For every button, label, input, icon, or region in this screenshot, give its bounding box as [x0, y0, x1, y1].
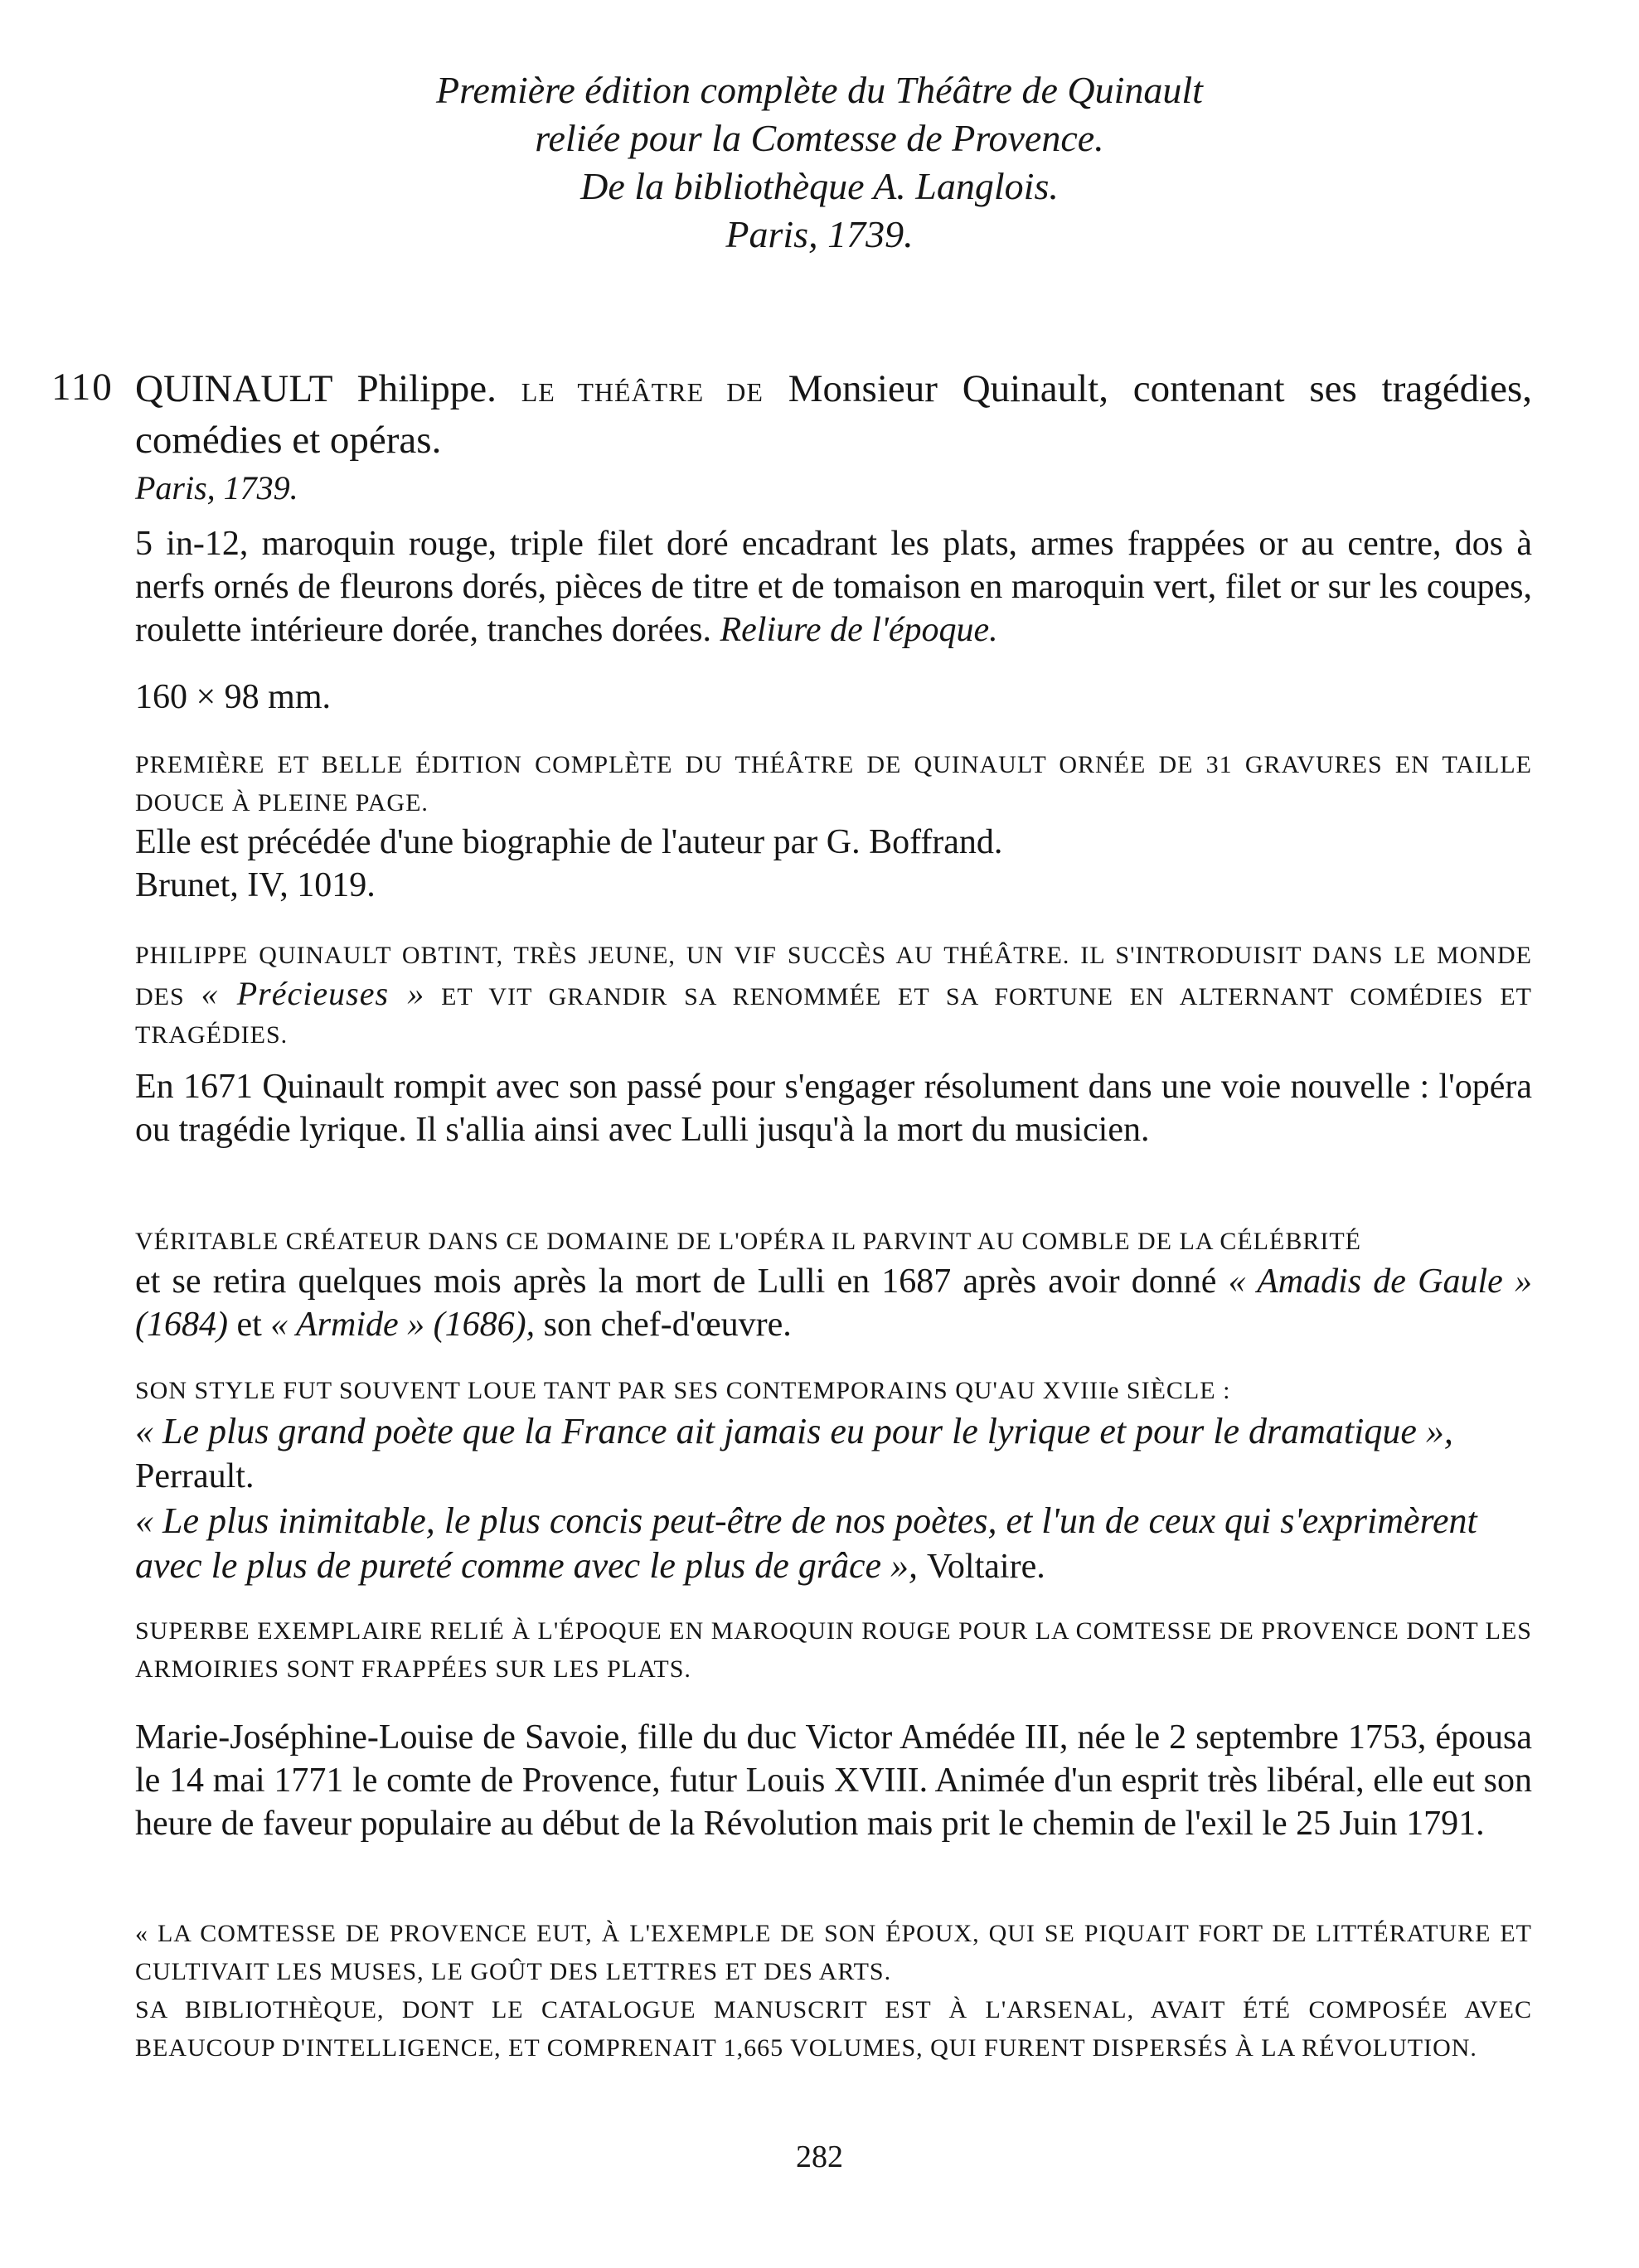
bibliotheque-text: SA BIBLIOTHÈQUE, DONT LE CATALOGUE MANUSCRIT EST À L'ARSENAL, AVAIT ÉTÉ COMPOSÉE AVEC BEAUCOUP D'INTELLIGENCE, ET COMPRENAIT 1,665 VOLUMES, QUI FURENT DISPERSÉS À LA RÉVOLUTION.	[135, 1996, 1532, 2062]
armide-title: « Armide » (1686),	[270, 1306, 536, 1344]
voltaire-attribution: Voltaire.	[927, 1548, 1045, 1586]
note-exemplaire: SUPERBE EXEMPLAIRE RELIÉ À L'ÉPOQUE EN MAROQUIN ROUGE POUR LA COMTESSE DE PROVENCE DONT LES ARMOIRIES SONT FRAPPÉES SUR LES PLATS.	[135, 1617, 1532, 1683]
biography-line: Elle est précédée d'une biographie de l'auteur par G. Boffrand.	[135, 823, 1003, 861]
lot-imprint: Paris, 1739.	[135, 469, 298, 506]
binding-italic: Reliure de l'époque.	[720, 611, 998, 649]
perrault-quote: « Le plus grand poète que la France ait jamais eu pour le lyrique et pour le dramatique »,	[135, 1411, 1453, 1451]
note-quinault	[135, 937, 1532, 1054]
heading-line: Première édition complète du Théâtre de Quinault	[436, 69, 1203, 111]
celebrity-text-c: son chef-d'œuvre.	[543, 1306, 792, 1344]
note-marie-josephine: Marie-Joséphine-Louise de Savoie, fille du duc Victor Amédée III, née le 2 septembre 1753, épousa le 14 mai 1771 le comte de Provence, futur Louis XVIII. Animée d'un esprit très libéral, elle eut son heure de faveur populaire au début de la Révolution mais prit le chemin de l'exil le 25 Juin 1791.	[135, 1718, 1532, 1843]
heading-line: reliée pour la Comtesse de Provence.	[535, 117, 1104, 159]
dimensions: 160 × 98 mm.	[135, 678, 332, 716]
note-biography	[135, 821, 1532, 907]
note-edition: PREMIÈRE ET BELLE ÉDITION COMPLÈTE DU THÉÂTRE DE QUINAULT ORNÉE DE 31 GRAVURES EN TAILLE DOUCE À PLEINE PAGE.	[135, 751, 1532, 817]
lot-title-smallcaps: LE THÉÂTRE DE	[521, 377, 764, 407]
lot-number: 110	[51, 366, 114, 409]
section-heading	[0, 66, 1639, 259]
celebrity-text-a: et se retira quelques mois après la mort de Lulli en 1687 après avoir donné	[135, 1262, 1217, 1301]
note-celebrity	[135, 1260, 1532, 1346]
note-celebrity-caps: VÉRITABLE CRÉATEUR DANS CE DOMAINE DE L'OPÉRA IL PARVINT AU COMBLE DE LA CÉLÉBRITÉ	[135, 1228, 1361, 1255]
amadis-title: « Amadis de Gaule » (1684)	[135, 1262, 1532, 1344]
heading-line: Paris, 1739.	[725, 213, 914, 255]
quinault-caps-a: PHILIPPE QUINAULT OBTINT, TRÈS JEUNE, UN VIF SUCCÈS AU THÉÂTRE. IL S'INTRODUISIT DANS LE MONDE DES	[135, 942, 1532, 1010]
perrault-attribution: Perrault.	[135, 1457, 255, 1495]
note-opera: En 1671 Quinault rompit avec son passé pour s'engager résolument dans une voie nouvelle : l'opéra ou tragédie lyrique. Il s'allia ainsi avec Lulli jusqu'à la mort du musicien.	[135, 1068, 1532, 1149]
lot-title-rest: Monsieur Quinault, contenant ses tragédies, comédies et opéras.	[135, 367, 1533, 462]
heading-line: De la bibliothèque A. Langlois.	[580, 165, 1059, 207]
brunet-reference: Brunet, IV, 1019.	[135, 866, 376, 904]
quinault-caps-b: ET VIT GRANDIR SA RENOMMÉE ET SA FORTUNE EN ALTERNANT COMÉDIES ET TRAGÉDIES.	[135, 983, 1533, 1049]
comtesse-quote: « LA COMTESSE DE PROVENCE EUT, À L'EXEMPLE DE SON ÉPOUX, QUI SE PIQUAIT FORT DE LITTÉRATURE ET CULTIVAIT LES MUSES, LE GOÛT DES LETTRES ET DES ARTS.	[135, 1920, 1532, 1985]
quotes-block	[135, 1409, 1532, 1589]
precieuses-quote: « Précieuses »	[201, 975, 425, 1012]
note-style-caps: SON STYLE FUT SOUVENT LOUE TANT PAR SES CONTEMPORAINS QU'AU XVIIIe SIÈCLE :	[135, 1377, 1231, 1404]
binding-description	[135, 522, 1532, 652]
page-number: 282	[796, 2140, 843, 2174]
binding-text: 5 in-12, maroquin rouge, triple filet doré encadrant les plats, armes frappées or au centre, dos à nerfs ornés de fleurons dorés, pièces de titre et de tomaison en maroquin vert, filet or sur les coupes, roulette intérieure dorée, tranches dorées.	[135, 525, 1532, 649]
lot-author: QUINAULT Philippe.	[135, 367, 497, 410]
voltaire-quote: « Le plus inimitable, le plus concis peut-être de nos poètes, et l'un de ceux qui s'exprimèrent avec le plus de pureté comme avec le plus de grâce »,	[135, 1500, 1477, 1586]
lot-title	[135, 365, 1532, 512]
celebrity-text-b: et	[236, 1306, 262, 1344]
note-bibliotheque	[135, 1915, 1532, 2067]
